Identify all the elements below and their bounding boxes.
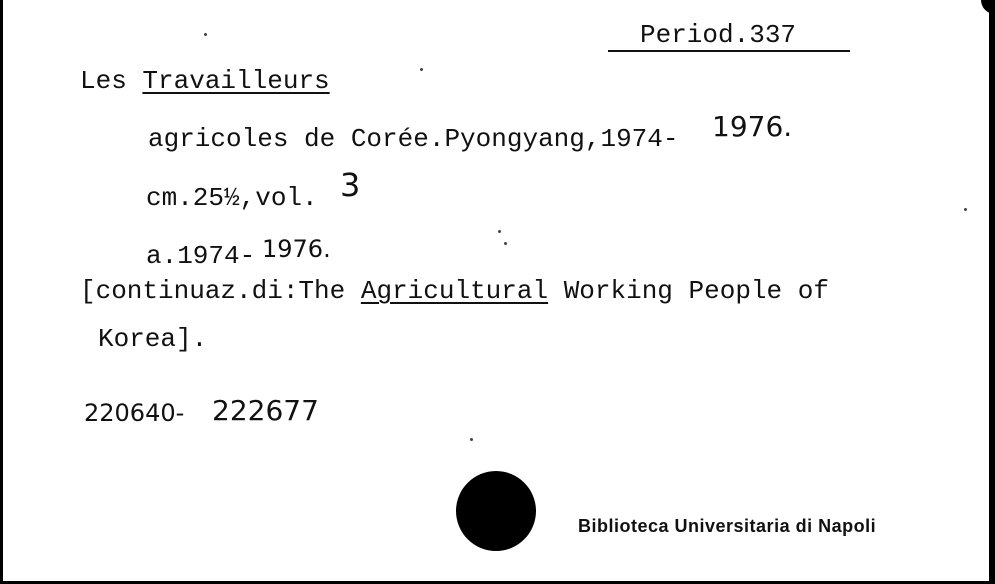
handwritten-holdings: 1976. — [262, 235, 331, 263]
speck — [204, 33, 207, 36]
note-line-1 — [80, 276, 829, 306]
note-line-2: Korea]. — [98, 324, 208, 354]
card-edge-left — [0, 0, 3, 584]
punch-hole — [456, 471, 536, 551]
collation-line: cm.25½,vol. — [146, 183, 318, 213]
speck — [964, 208, 967, 211]
library-name: Biblioteca Universitaria di Napoli — [578, 516, 877, 536]
handwritten-volume: 3 — [340, 166, 361, 204]
holdings-line: a.1974- — [146, 241, 256, 271]
shelfmark: Period.337 — [640, 20, 797, 50]
handwritten-years: 1976. — [712, 110, 793, 143]
speck — [420, 68, 423, 71]
handwritten-inventory: 222677 — [212, 394, 319, 427]
card-edge-right — [989, 12, 995, 584]
note-open: [continuaz.di:The — [80, 276, 361, 306]
shelfmark-underline — [608, 50, 850, 52]
note-rest: Working People of — [548, 276, 829, 306]
title-line-1 — [80, 66, 330, 96]
speck — [504, 242, 507, 245]
title-main: Travailleurs — [142, 66, 330, 96]
note-underlined: Agricultural — [360, 276, 549, 306]
title-prefix: Les — [80, 66, 143, 96]
inventory-number: 220640- — [84, 399, 185, 427]
title-line-2: agricoles de Corée.Pyongyang,1974- — [148, 124, 679, 154]
speck — [498, 230, 501, 233]
speck — [470, 438, 473, 441]
